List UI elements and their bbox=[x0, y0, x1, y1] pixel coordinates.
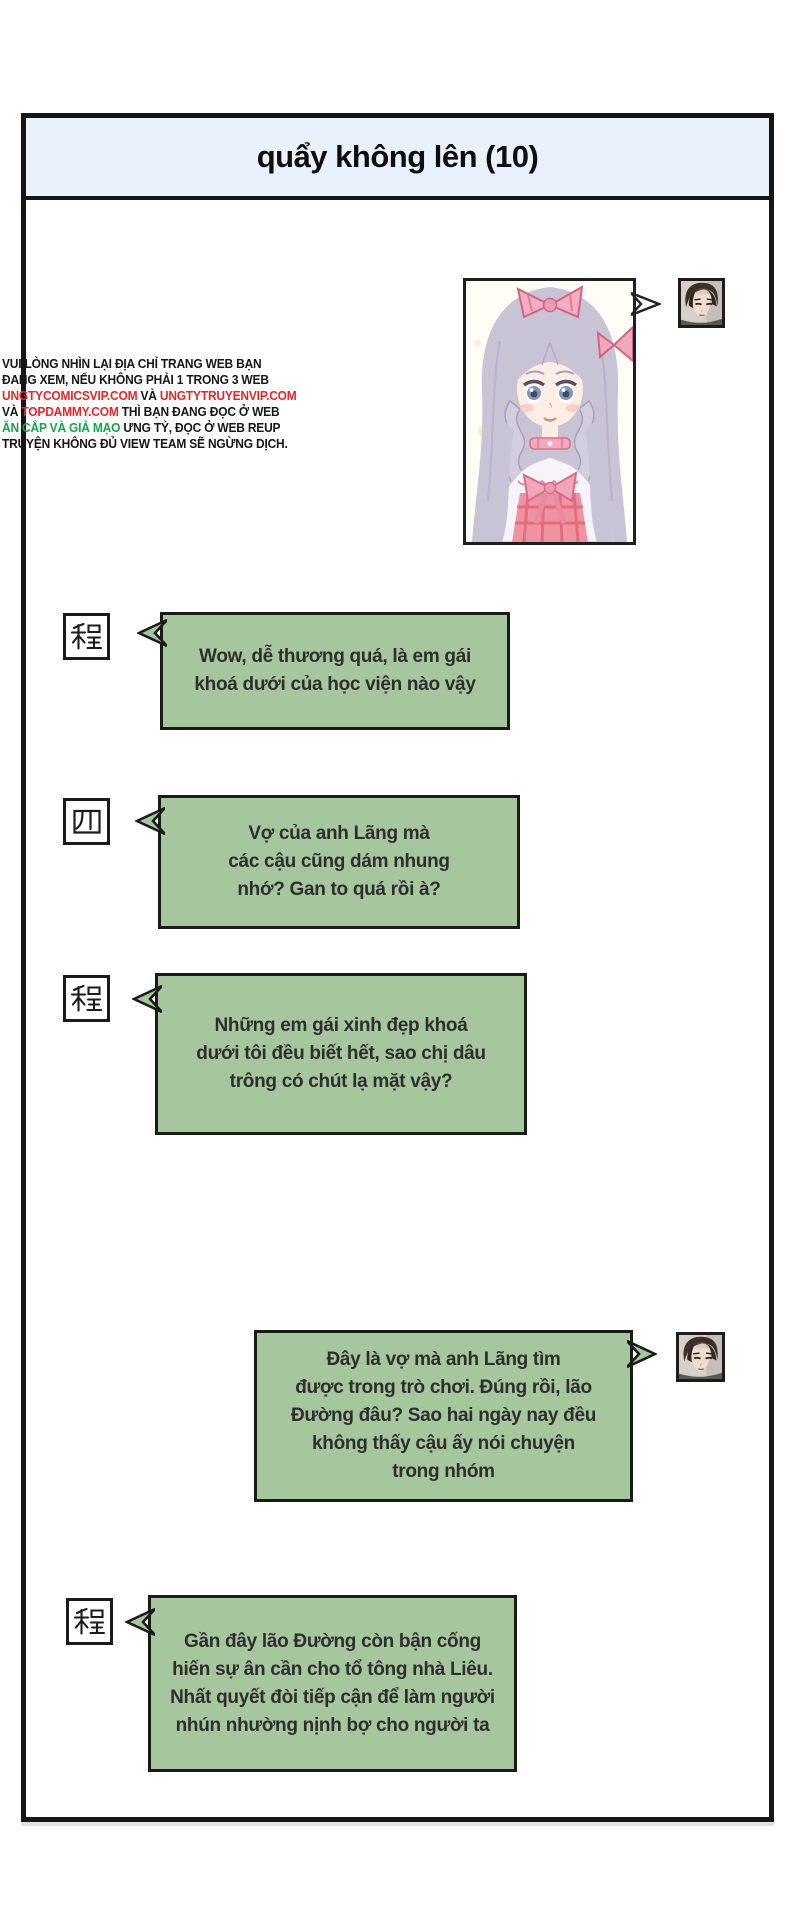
warning-line bbox=[2, 420, 297, 436]
picture-bubble-tail bbox=[631, 291, 661, 317]
message-line: các cậu cũng dám nhung bbox=[228, 851, 450, 872]
warning-line bbox=[2, 404, 297, 420]
warning-line bbox=[2, 372, 297, 388]
boy-avatar-top bbox=[678, 278, 725, 328]
cheng-character-icon bbox=[70, 982, 104, 1016]
anti-piracy-warning bbox=[2, 356, 322, 452]
message-line: Nhất quyết đòi tiếp cận để làm người bbox=[170, 1686, 495, 1708]
message-line: trong nhóm bbox=[392, 1461, 495, 1482]
chat-bubble bbox=[158, 795, 520, 929]
boy-avatar bbox=[676, 1332, 725, 1382]
site-name: TOPDAMMY.COM bbox=[21, 404, 119, 419]
message-line: được trong trò chơi. Đúng rồi, lão bbox=[295, 1377, 592, 1398]
warning-text: ĐANG XEM, NẾU KHÔNG PHẢI 1 TRONG 3 WEB bbox=[2, 372, 269, 387]
avatar-cheng bbox=[63, 975, 110, 1022]
warning-line bbox=[2, 356, 297, 372]
message-line: Vợ của anh Lãng mà bbox=[248, 823, 430, 844]
bubble-tail-right bbox=[627, 1338, 657, 1370]
warning-text: TRUYỆN KHÔNG ĐỦ VIEW TEAM SẼ NGỪNG DỊCH. bbox=[2, 436, 288, 451]
message-line: Những em gái xinh đẹp khoá bbox=[214, 1015, 468, 1036]
message-line: trông có chút lạ mặt vậy? bbox=[229, 1071, 453, 1092]
chat-bubble bbox=[155, 973, 527, 1135]
si-character-icon bbox=[70, 805, 104, 839]
bubble-tail-left bbox=[135, 805, 165, 837]
bubble-tail-left bbox=[125, 1606, 155, 1638]
bubble-tail-left bbox=[137, 617, 167, 649]
message-line: không thấy cậu ấy nói chuyện bbox=[312, 1433, 575, 1454]
message-line: nhớ? Gan to quá rồi à? bbox=[237, 879, 441, 900]
message-line: khoá dưới của học viện nào vậy bbox=[194, 674, 476, 695]
warning-text: ƯNG TỶ, ĐỌC Ở WEB REUP bbox=[120, 420, 281, 435]
avatar-si bbox=[63, 798, 110, 845]
message-line: Đường đâu? Sao hai ngày nay đều bbox=[290, 1405, 597, 1426]
girl-portrait-illustration bbox=[466, 281, 633, 542]
chat-bubble bbox=[160, 612, 510, 730]
chapter-title-bar bbox=[26, 118, 769, 200]
site-name: UNGTYCOMICSVIP.COM bbox=[2, 388, 138, 403]
warning-text-green: ĂN CẮP VÀ GIẢ MẠO bbox=[2, 420, 121, 435]
message-line: hiến sự ân cần cho tổ tông nhà Liêu. bbox=[172, 1658, 493, 1680]
message-line: dưới tôi đều biết hết, sao chị dâu bbox=[196, 1043, 486, 1064]
warning-line bbox=[2, 436, 297, 452]
cheng-character-icon bbox=[73, 1605, 107, 1639]
avatar-cheng bbox=[63, 613, 110, 660]
message-line: Gần đây lão Đường còn bận cống bbox=[184, 1630, 481, 1652]
message-line: Wow, dễ thương quá, là em gái bbox=[199, 646, 471, 667]
cheng-character-icon bbox=[70, 620, 104, 654]
warning-text: VUI LÒNG NHÌN LẠI ĐỊA CHỈ TRANG WEB BẠN bbox=[2, 356, 262, 371]
warning-text: VÀ bbox=[137, 388, 160, 403]
site-name: UNGTYTRUYENVIP.COM bbox=[159, 388, 297, 403]
avatar-cheng bbox=[66, 1598, 113, 1645]
girl-portrait-image bbox=[463, 278, 636, 545]
warning-text: VÀ bbox=[2, 404, 22, 419]
bubble-tail-left bbox=[132, 983, 162, 1015]
message-line: Đây là vợ mà anh Lãng tìm bbox=[326, 1349, 561, 1370]
message-line: nhún nhường nịnh bợ cho người ta bbox=[175, 1714, 490, 1736]
warning-line bbox=[2, 388, 297, 404]
chapter-title: quẩy không lên (10) bbox=[256, 139, 539, 174]
chat-bubble bbox=[254, 1330, 633, 1502]
chat-bubble bbox=[148, 1595, 517, 1772]
warning-text: THÌ BẠN ĐANG ĐỌC Ở WEB bbox=[118, 404, 280, 419]
